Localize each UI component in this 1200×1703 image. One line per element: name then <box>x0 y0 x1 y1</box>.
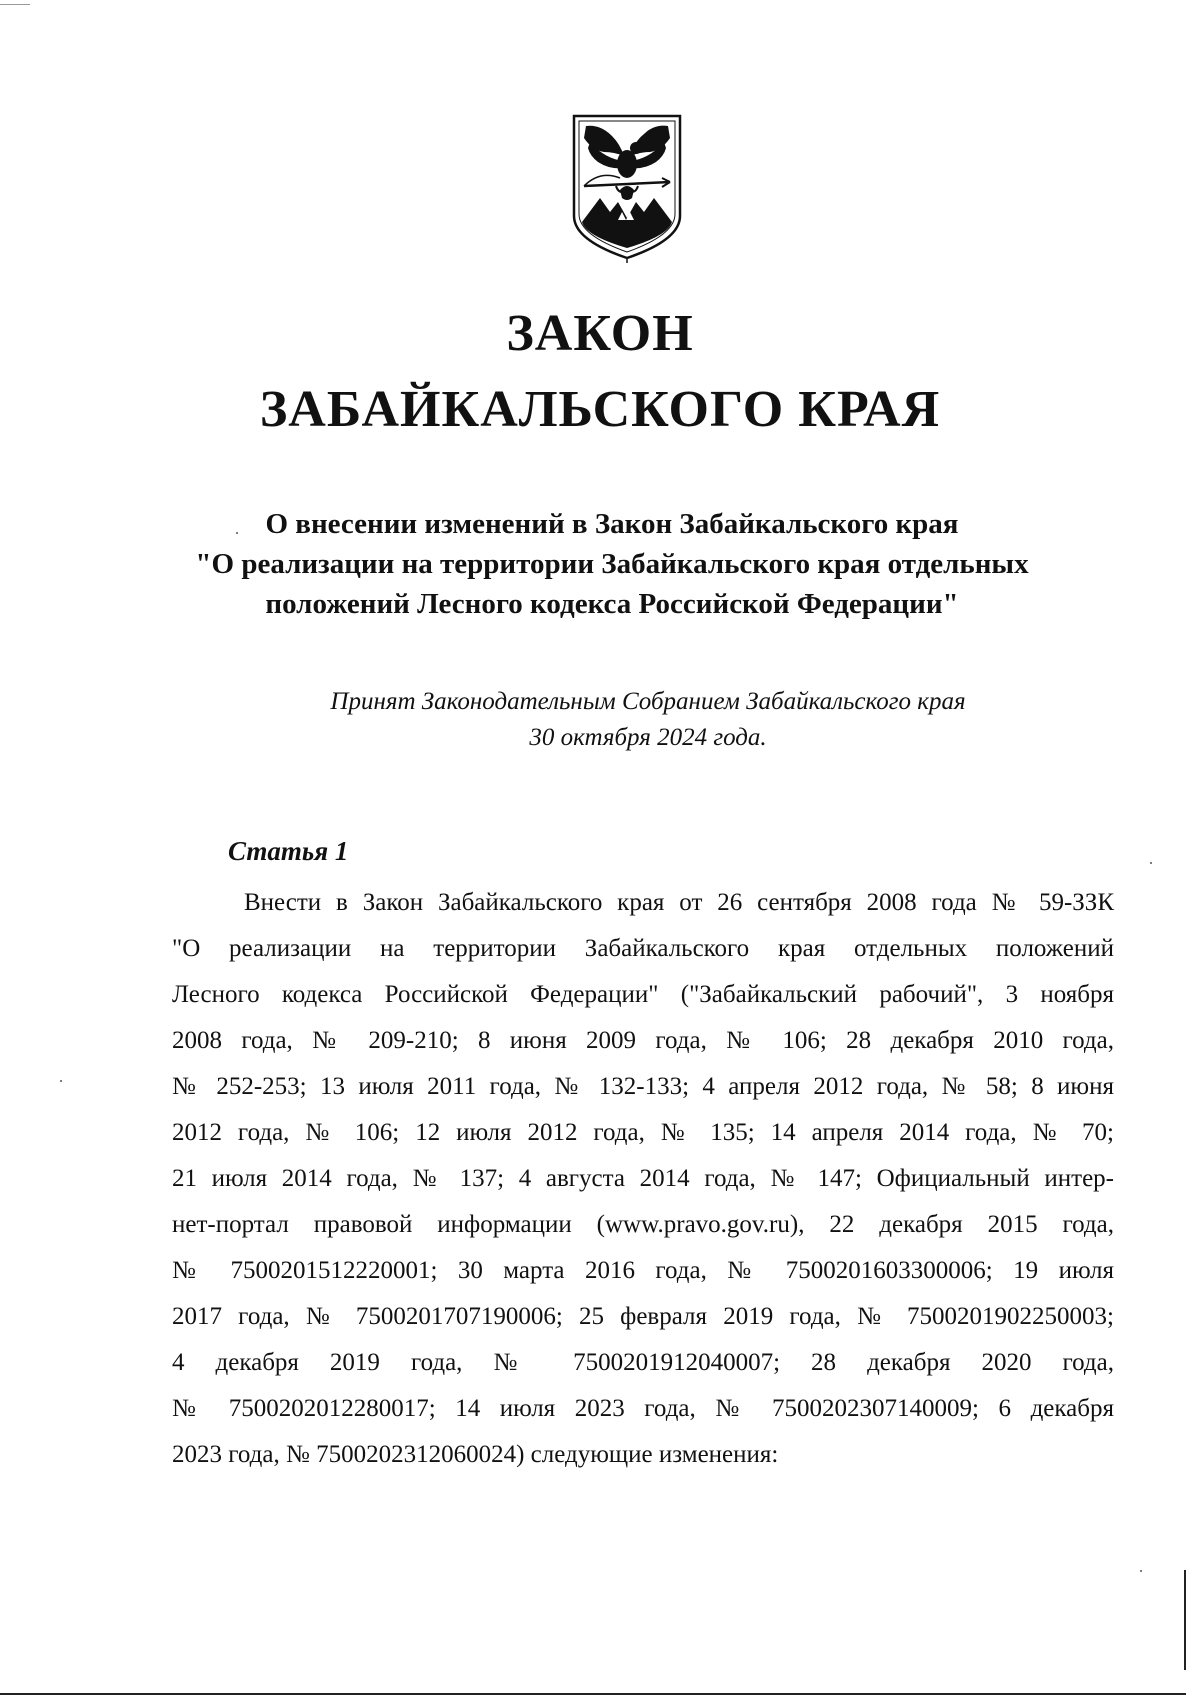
article-text-line: нет-портал правовой информации (www.pravo.gov.ru), 22 декабря 2015 года, <box>172 1211 1114 1238</box>
article-text-line: 21 июля 2014 года, № 137; 4 августа 2014 года, № 147; Официальный интер- <box>172 1165 1114 1192</box>
article-text-line: Внести в Закон Забайкальского края от 26 сентября 2008 года № 59-ЗЗК <box>244 889 1114 916</box>
law-region-title: ЗАБАЙКАЛЬСКОГО КРАЯ <box>259 381 941 438</box>
adoption-date: 30 октября 2024 года. <box>529 724 767 751</box>
scan-border-bottom <box>0 1693 1186 1695</box>
article-text-line: № 7500202012280017; 14 июля 2023 года, № 7500202307140009; 6 декабря <box>172 1395 1114 1422</box>
article-heading: Статья 1 <box>228 836 349 866</box>
scan-mark <box>0 4 30 5</box>
law-subject-line: "О реализации на территории Забайкальского края отдельных <box>195 548 1029 580</box>
article-text-line: 2012 года, № 106; 12 июля 2012 года, № 135; 14 апреля 2014 года, № 70; <box>172 1119 1114 1146</box>
article-text-line: "О реализации на территории Забайкальского края отдельных положений <box>172 935 1114 962</box>
article-text-line: 2023 года, № 7500202312060024) следующие изменения: <box>172 1441 779 1468</box>
article-text-line: № 252-253; 13 июля 2011 года, № 132-133; 4 апреля 2012 года, № 58; 8 июня <box>172 1073 1114 1100</box>
law-subject-line: положений Лесного кодекса Российской Федерации" <box>265 588 959 620</box>
coat-of-arms-icon <box>570 112 684 264</box>
scan-speck <box>1150 862 1152 864</box>
article-text-line: № 7500201512220001; 30 марта 2016 года, № 7500201603300006; 19 июля <box>172 1257 1114 1284</box>
law-subject-line: О внесении изменений в Закон Забайкальского края <box>265 508 959 540</box>
article-text-line: 4 декабря 2019 года, № 7500201912040007; 28 декабря 2020 года, <box>172 1349 1114 1376</box>
scan-border-right <box>1184 1570 1186 1670</box>
scan-speck <box>236 532 238 534</box>
article-text-line: 2008 года, № 209-210; 8 июня 2009 года, № 106; 28 декабря 2010 года, <box>172 1027 1114 1054</box>
adoption-note: Принят Законодательным Собранием Забайкальского края <box>330 688 966 715</box>
scan-speck <box>60 1080 62 1082</box>
scan-speck <box>1140 1570 1142 1572</box>
article-text-line: 2017 года, № 7500201707190006; 25 февраля 2019 года, № 7500201902250003; <box>172 1303 1114 1330</box>
article-text-line: Лесного кодекса Российской Федерации" ("Забайкальский рабочий", 3 ноября <box>172 981 1114 1008</box>
law-title: ЗАКОН <box>506 305 694 362</box>
